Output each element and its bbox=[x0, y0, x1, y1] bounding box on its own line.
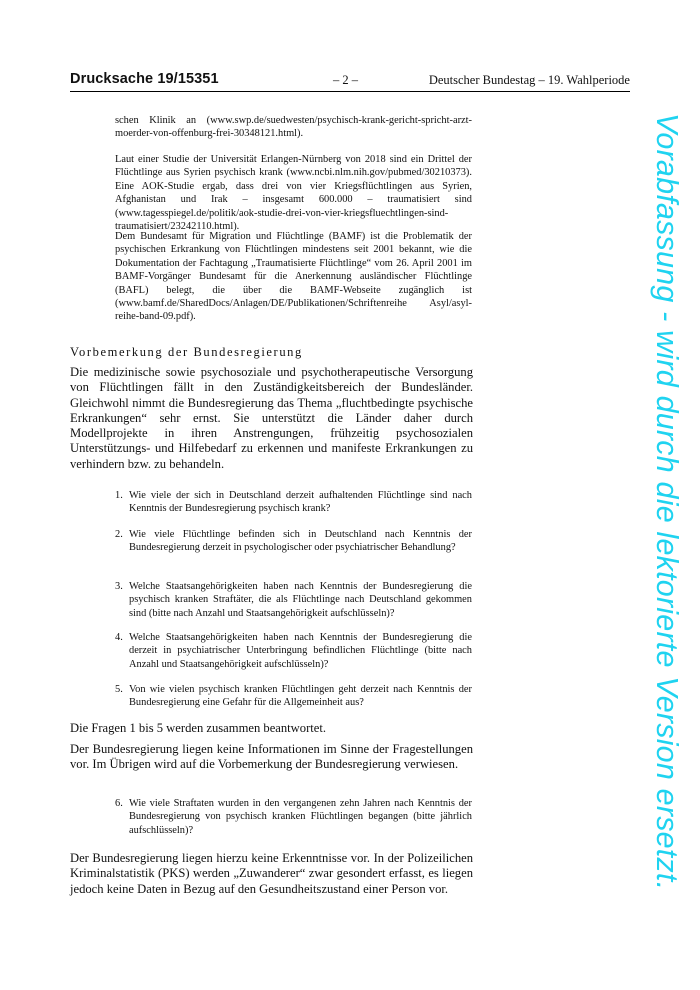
answer-1-5-intro bbox=[70, 721, 473, 736]
page-header bbox=[70, 71, 630, 92]
question-3 bbox=[115, 580, 472, 620]
answer-paragraph: Der Bundesregierung liegen keine Informationen im Sinne der Fragestellungen vor. Im Übrigen wird auf die Vorbemerkung der Bundesregierung verwiesen. bbox=[70, 742, 473, 772]
answer-6 bbox=[70, 851, 473, 897]
question-4 bbox=[115, 631, 472, 671]
question-text: Wie viele Flüchtlinge befinden sich in Deutschland nach Kenntnis der Bundesregierung derzeit in psychologischer oder psychiatrischer Behandlung? bbox=[129, 529, 472, 554]
document-label: Drucksache 19/ bbox=[70, 71, 178, 87]
question-1 bbox=[115, 489, 472, 516]
question-text: Wie viele der sich in Deutschland derzeit aufhaltenden Flüchtlinge sind nach Kenntnis der Bundesregierung psychisch krank? bbox=[129, 490, 472, 515]
document-number bbox=[70, 71, 219, 87]
question-number: 1. bbox=[115, 490, 123, 501]
answer-1-5 bbox=[70, 742, 473, 773]
question-number: 3. bbox=[115, 581, 123, 592]
question-text: Wie viele Straftaten wurden in den vergangenen zehn Jahren nach Kenntnis der Bundesregierung von psychisch kranken Flüchtlingen begangen (bitte jährlich aufschlüsseln)? bbox=[129, 798, 472, 836]
footnote-text: schen Klinik an (www.swp.de/suedwesten/psychisch-krank-gericht-spricht-arzt-moerder-von-offenburg-frei-30348121.html). bbox=[115, 115, 472, 140]
footnote-text: Laut einer Studie der Universität Erlangen-Nürnberg von 2018 sind ein Drittel der Flüchtlinge aus Syrien psychisch krank (www.ncbi.nlm.nih.gov/pubmed/30210373). Eine AOK-Studie ergab, dass drei von vier Kriegsflüchtlingen aus Syrien, Afghanistan und Irak – insgesamt 600.000 – traumatisiert sind (www.tagesspiegel.de/politik/aok-studie-drei-von-vier-kriegsfluechtlingen-sind-traumatisiert/23242110.html). bbox=[115, 154, 472, 233]
footnote-3 bbox=[115, 230, 472, 324]
question-5 bbox=[115, 683, 472, 710]
question-number: 6. bbox=[115, 798, 123, 809]
preamble-heading: Vorbemerkung der Bundesregierung bbox=[70, 345, 303, 359]
question-text: Von wie vielen psychisch kranken Flüchtlingen geht derzeit nach Kenntnis der Bundesregierung eine Gefahr für die Allgemeinheit aus? bbox=[129, 684, 472, 709]
watermark-text: Vorabfassung - wird durch die lektorierte Version ersetzt. bbox=[650, 113, 684, 891]
page-number: – 2 – bbox=[333, 73, 358, 87]
question-number: 2. bbox=[115, 529, 123, 540]
question-text: Welche Staatsangehörigkeiten haben nach Kenntnis der Bundesregierung die psychisch kranken Straftäter, die als Flüchtlinge nach Deutschland gekommen sind (bitte nach Anzahl und Staatsangehörigkeit aufschlüsseln)? bbox=[129, 581, 472, 619]
preliminary-version-watermark bbox=[650, 113, 690, 891]
question-6 bbox=[115, 797, 472, 837]
footnote-1 bbox=[115, 114, 472, 141]
footnote-text: Dem Bundesamt für Migration und Flüchtlinge (BAMF) ist die Problematik der psychischen Erkrankung von Flüchtlingen mindestens seit 2001 bekannt, wie die Dokumentation der Fachtagung „Traumatisierte Flüchtlinge“ vom 26. April 2001 im BAMF-Vorgänger Bundesamt für die Anerkennung ausländischer Flüchtlinge (BAFL) belegt, die über die BAMF-Webseite zugänglich ist (www.bamf.de/SharedDocs/Anlagen/DE/Publikationen/Schriftenreihe Asyl/asyl-reihe-band-09.pdf). bbox=[115, 231, 472, 323]
answer-paragraph: Der Bundesregierung liegen hierzu keine Erkenntnisse vor. In der Polizeilichen Kriminalstatistik (PKS) werden „Zuwanderer“ zwar gesondert erfasst, es liegen jedoch keine Daten in Bezug auf den Gesundheitszustand einer Person vor. bbox=[70, 851, 473, 896]
question-number: 5. bbox=[115, 684, 123, 695]
footnote-2 bbox=[115, 153, 472, 233]
question-number: 4. bbox=[115, 632, 123, 643]
answer-paragraph: Die Fragen 1 bis 5 werden zusammen beantwortet. bbox=[70, 721, 326, 735]
question-text: Welche Staatsangehörigkeiten haben nach Kenntnis der Bundesregierung die derzeit in psychiatrischer Unterbringung befindlichen Flüchtlinge (bitte nach Anzahl und Staatsangehörigkeit aufschlüsseln)? bbox=[129, 632, 472, 670]
question-2 bbox=[115, 528, 472, 555]
preamble-paragraph: Die medizinische sowie psychosoziale und psychotherapeutische Versorgung von Flüchtlingen fällt in den Zuständigkeitsbereich der Bundesländer. Gleichwohl nimmt die Bundesregierung das Thema „fluchtbedingte psychische Erkrankungen“ sehr ernst. Sie unterstützt die Länder daher durch Modellprojekte in ihren Anstrengungen, frühzeitig psychosozialen Unterstützungs- und Hilfebedarf zu erkennen und manifeste Erkrankungen zu verhindern bzw. zu behandeln. bbox=[70, 365, 473, 471]
parliament-label: Deutscher Bundestag – 19. Wahlperiode bbox=[428, 73, 630, 87]
preamble-text bbox=[70, 365, 473, 472]
document-number-value: 15351 bbox=[177, 71, 219, 87]
